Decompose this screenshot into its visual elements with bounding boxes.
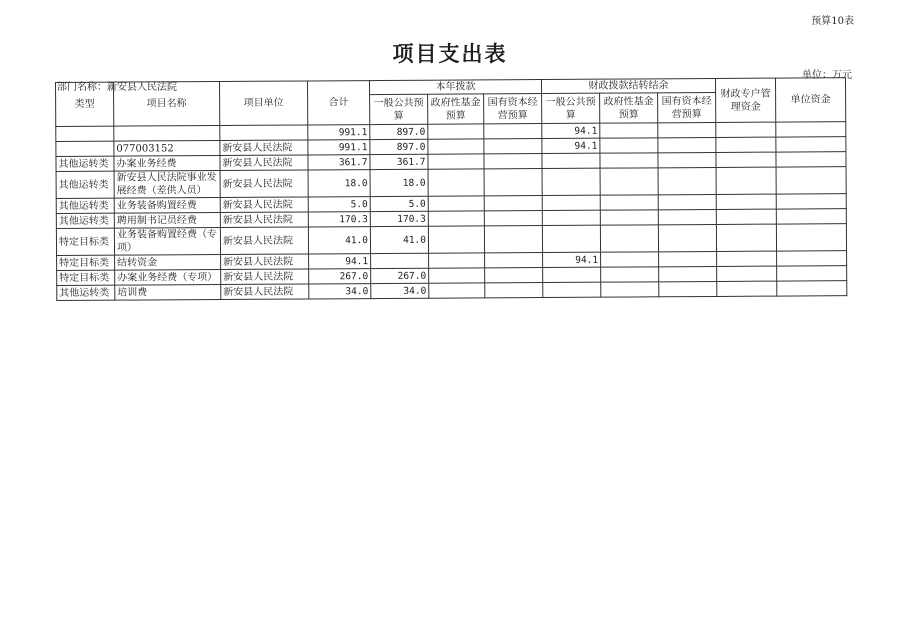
cell-own	[776, 194, 846, 209]
cell-type: 其他运转类	[56, 213, 114, 228]
cell-own	[776, 122, 846, 137]
cell-type	[56, 141, 114, 156]
cell-special	[716, 224, 776, 251]
cell-car-state	[659, 266, 717, 281]
cell-org: 新安县人民法院	[221, 284, 309, 300]
header-current-year-allocation: 本年拨款	[369, 80, 541, 95]
cell-car-general: 94.1	[542, 123, 600, 138]
cell-car-general	[542, 210, 600, 225]
cell-cur-general: 361.7	[370, 154, 428, 169]
cell-car-state	[658, 122, 716, 137]
cell-special	[717, 281, 777, 296]
cell-org: 新安县人民法院	[220, 140, 308, 156]
cell-cur-general	[371, 253, 429, 268]
cell-type: 特定目标类	[57, 255, 115, 270]
cell-own	[776, 152, 846, 167]
cell-car-general: 94.1	[543, 252, 601, 267]
cell-cur-state	[484, 226, 542, 253]
cell-org: 新安县人民法院	[221, 269, 309, 285]
cell-name	[114, 125, 220, 141]
project-expense-table	[55, 77, 847, 301]
department-label: 部门名称：新安县人民法院	[57, 82, 177, 93]
cell-org: 新安县人民法院	[220, 170, 308, 198]
cell-car-fund	[600, 138, 658, 153]
header-cur-state: 国有资本经营预算	[484, 94, 542, 124]
cell-cur-state	[484, 124, 542, 139]
cell-own	[776, 167, 846, 194]
cell-type: 其他运转类	[56, 171, 114, 198]
cell-cur-state	[485, 268, 543, 283]
cell-name: 业务装备购置经费（专项）	[114, 227, 220, 255]
cell-special	[717, 251, 777, 266]
cell-car-general	[543, 267, 601, 282]
cell-name: 新安县人民法院事业发展经费（差供人员）	[114, 170, 220, 198]
cell-car-fund	[601, 267, 659, 282]
cell-special	[717, 266, 777, 281]
cell-car-fund	[600, 195, 658, 210]
cell-own	[777, 281, 847, 296]
header-car-general: 一般公共预算	[542, 93, 600, 123]
cell-type: 特定目标类	[57, 270, 115, 285]
cell-cur-fund	[428, 124, 484, 139]
header-cur-general: 一般公共预算	[370, 94, 428, 124]
cell-car-general	[542, 168, 600, 195]
cell-cur-fund	[428, 211, 484, 226]
cell-cur-fund	[428, 139, 484, 154]
cell-name: 业务装备购置经费	[114, 197, 220, 213]
cell-total: 991.1	[308, 140, 370, 155]
cell-org: 新安县人民法院	[220, 212, 308, 228]
cell-car-state	[658, 167, 716, 194]
cell-car-general	[542, 195, 600, 210]
cell-cur-general: 897.0	[370, 139, 428, 154]
form-number: 预算10表	[811, 16, 854, 27]
cell-cur-general: 5.0	[370, 196, 428, 211]
cell-car-state	[658, 209, 716, 224]
cell-car-state	[659, 251, 717, 266]
cell-name: 办案业务经费	[114, 155, 220, 171]
header-carryover: 财政拨款结转结余	[541, 78, 715, 93]
cell-own	[776, 224, 846, 251]
cell-total: 991.1	[308, 125, 370, 140]
cell-total: 34.0	[309, 284, 371, 299]
cell-car-fund	[600, 210, 658, 225]
cell-car-fund	[600, 123, 658, 138]
cell-type: 特定目标类	[56, 228, 114, 255]
cell-cur-general: 897.0	[370, 124, 428, 139]
cell-own	[777, 251, 847, 266]
cell-car-fund	[600, 225, 658, 252]
cell-car-state	[658, 137, 716, 152]
header-car-state: 国有资本经营预算	[658, 92, 716, 122]
cell-total: 41.0	[308, 227, 370, 254]
cell-org	[220, 125, 308, 141]
cell-car-general	[542, 225, 600, 252]
header-project-unit: 项目单位	[219, 81, 307, 126]
header-car-fund: 政府性基金预算	[600, 93, 658, 123]
project-expense-sheet	[55, 77, 846, 301]
cell-own	[777, 266, 847, 281]
cell-car-general	[542, 153, 600, 168]
cell-cur-state	[485, 253, 543, 268]
cell-car-general: 94.1	[542, 138, 600, 153]
cell-special	[716, 194, 776, 209]
cell-cur-fund	[429, 253, 485, 268]
cell-special	[716, 152, 776, 167]
cell-org: 新安县人民法院	[221, 254, 309, 270]
cell-org: 新安县人民法院	[220, 197, 308, 213]
unit-label: 单位：万元	[802, 70, 852, 81]
cell-total: 5.0	[308, 197, 370, 212]
cell-cur-state	[484, 196, 542, 211]
cell-total: 94.1	[309, 254, 371, 269]
cell-special	[716, 209, 776, 224]
cell-car-state	[658, 194, 716, 209]
cell-car-state	[658, 152, 716, 167]
cell-cur-general: 18.0	[370, 169, 428, 196]
header-total: 合计	[307, 81, 369, 125]
cell-total: 170.3	[308, 212, 370, 227]
cell-car-state	[659, 281, 717, 296]
cell-own	[776, 137, 846, 152]
cell-car-fund	[600, 168, 658, 195]
cell-name: 077003152	[114, 140, 220, 156]
cell-cur-general: 34.0	[371, 283, 429, 298]
cell-cur-state	[484, 169, 542, 196]
cell-cur-fund	[429, 268, 485, 283]
cell-name: 聘用制书记员经费	[114, 212, 220, 228]
cell-cur-state	[485, 283, 543, 298]
header-own-funds: 单位资金	[776, 78, 846, 122]
cell-name: 结转资金	[115, 254, 221, 270]
cell-car-state	[658, 224, 716, 251]
cell-cur-fund	[428, 154, 484, 169]
cell-total: 18.0	[308, 170, 370, 197]
cell-cur-fund	[429, 283, 485, 298]
cell-cur-general: 267.0	[371, 268, 429, 283]
cell-cur-fund	[428, 196, 484, 211]
cell-cur-general: 170.3	[370, 211, 428, 226]
cell-car-fund	[601, 282, 659, 297]
cell-car-fund	[600, 153, 658, 168]
cell-special	[716, 167, 776, 194]
cell-cur-fund	[428, 226, 484, 253]
cell-special	[716, 122, 776, 137]
cell-total: 361.7	[308, 155, 370, 170]
cell-special	[716, 137, 776, 152]
cell-type: 其他运转类	[56, 198, 114, 213]
cell-cur-fund	[428, 169, 484, 196]
cell-name: 办案业务经费（专项）	[115, 269, 221, 285]
cell-org: 新安县人民法院	[220, 227, 308, 255]
header-type: 类型	[56, 82, 114, 126]
page-title: 项目支出表	[392, 41, 508, 66]
cell-cur-state	[484, 154, 542, 169]
cell-total: 267.0	[309, 269, 371, 284]
cell-car-general	[543, 282, 601, 297]
header-project-name: 项目名称	[114, 81, 220, 126]
cell-car-fund	[601, 252, 659, 267]
cell-cur-state	[484, 211, 542, 226]
cell-type: 其他运转类	[56, 156, 114, 171]
cell-name: 培训费	[115, 284, 221, 300]
cell-type: 其他运转类	[57, 285, 115, 300]
header-special-account: 财政专户管理资金	[716, 78, 776, 122]
cell-org: 新安县人民法院	[220, 155, 308, 171]
cell-type	[56, 126, 114, 141]
cell-cur-general: 41.0	[370, 226, 428, 253]
header-cur-fund: 政府性基金预算	[428, 94, 484, 124]
cell-cur-state	[484, 139, 542, 154]
cell-own	[776, 209, 846, 224]
